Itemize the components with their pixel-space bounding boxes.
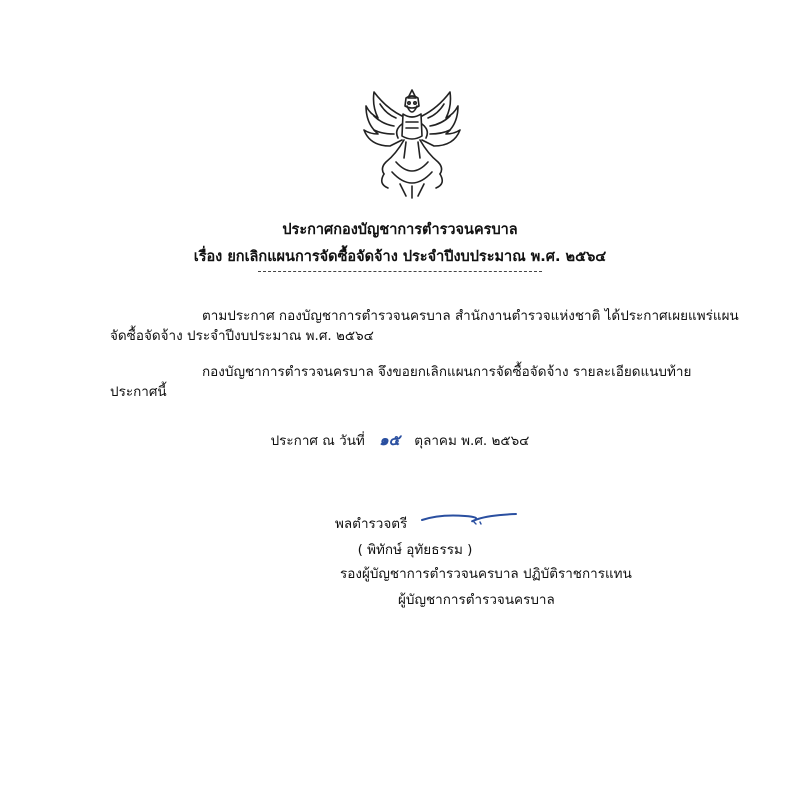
paragraph-2 xyxy=(110,362,710,402)
announcement-title: ประกาศกองบัญชาการตำรวจนครบาล xyxy=(282,222,518,238)
divider-line xyxy=(258,271,542,272)
date-day: ๑๕ xyxy=(379,431,400,449)
paragraph-1-line-2: จัดซื้อจัดจ้าง ประจำปีงบประมาณ พ.ศ. ๒๕๖๔ xyxy=(110,328,374,344)
announcement-date xyxy=(0,430,800,451)
signature-rank: พลตำรวจตรี xyxy=(335,516,408,532)
garuda-emblem xyxy=(356,84,468,202)
handwritten-signature xyxy=(420,506,520,528)
signatory-position: รองผู้บัญชาการตำรวจนครบาล ปฏิบัติราชการแทน xyxy=(340,566,632,582)
date-month-year: ตุลาคม พ.ศ. ๒๕๖๔ xyxy=(414,433,530,449)
date-prefix: ประกาศ ณ วันที่ xyxy=(270,433,365,449)
paragraph-1-line-1: ตามประกาศ กองบัญชาการตำรวจนครบาล สำนักงานตำรวจแห่งชาติ ได้ประกาศเผยแพร่แผน xyxy=(202,308,739,324)
announcement-subject: เรื่อง ยกเลิกแผนการจัดซื้อจัดจ้าง ประจำปีงบประมาณ พ.ศ. ๒๕๖๔ xyxy=(193,249,607,265)
paragraph-1 xyxy=(110,306,739,346)
signatory-title: ผู้บัญชาการตำรวจนครบาล xyxy=(398,592,555,608)
paragraph-2-line-1: กองบัญชาการตำรวจนครบาล จึงขอยกเลิกแผนการจัดซื้อจัดจ้าง รายละเอียดแนบท้าย xyxy=(202,364,692,380)
paragraph-2-line-2: ประกาศนี้ xyxy=(110,384,167,400)
signatory-name: ( พิทักษ์ อุทัยธรรม ) xyxy=(357,542,473,558)
